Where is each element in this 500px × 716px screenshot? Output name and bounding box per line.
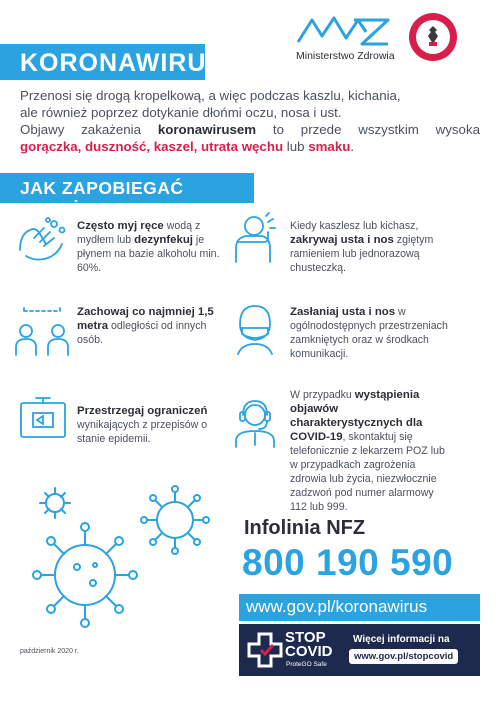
stop-covid-banner[interactable]	[239, 624, 480, 676]
website-link[interactable]: www.gov.pl/koronawirus	[246, 597, 428, 616]
intro-line-3: Objawy zakażenia koronawirusem to przede wszystkim wysoka	[20, 122, 480, 137]
ministry-name: Ministerstwo Zdrowia	[296, 50, 395, 62]
stop-covid-logo-icon	[247, 632, 283, 668]
distance-people-icon	[14, 305, 70, 357]
stopcovid-url[interactable]: www.gov.pl/stopcovid	[349, 649, 458, 664]
page-title: KORONAWIRUS	[20, 49, 225, 77]
stop-label: STOP	[285, 629, 326, 646]
virus-illustration	[15, 475, 235, 635]
cough-elbow-icon	[228, 212, 276, 264]
virus-small-icon	[141, 486, 209, 554]
virus-tiny-icon	[40, 488, 70, 518]
symptoms-list: gorączka, duszność, kaszel, utrata węchu	[20, 139, 284, 154]
intro-text	[20, 87, 480, 155]
virus-large-icon	[33, 523, 137, 627]
regulations-board-icon	[18, 395, 68, 441]
sanitary-inspection-seal	[408, 12, 458, 62]
ministry-logo-mark	[296, 14, 392, 46]
website-bar[interactable]	[239, 594, 480, 621]
intro-line-1: Przenosi się drogą kropelkową, a więc podczas kaszlu, kichania,	[20, 88, 401, 103]
wash-hands-icon	[14, 216, 70, 266]
covid-label: COVID	[285, 643, 333, 660]
tip-distance: Zachowaj co najmniej 1,5 metra odległości od innych osób.	[77, 306, 214, 346]
face-mask-icon	[230, 304, 280, 356]
section-title-bar	[0, 173, 254, 219]
protego-label: ProteGO Safe	[286, 661, 327, 668]
ministry-logo	[296, 14, 395, 66]
call-doctor-icon	[230, 397, 280, 449]
keyword-koronawirus: koronawirusem	[157, 122, 257, 137]
more-info-label: Więcej informacji na	[353, 634, 450, 645]
publication-date: październik 2020 r.	[20, 648, 79, 655]
tip-cough: Kiedy kaszlesz lub kichasz, zakrywaj usta i nos zgiętym ramieniem lub jednorazową chusteczką.	[290, 220, 434, 274]
symptom-smell: smaku	[308, 139, 351, 154]
hotline-number[interactable]: 800 190 590	[242, 542, 454, 583]
title-bar	[0, 44, 225, 80]
tip-mask: Zasłaniaj usta i nos w ogólnodostępnych przestrzeniach zamkniętych oraz w środkach komunikacji.	[290, 306, 448, 360]
intro-line-4: gorączka, duszność, kaszel, utrata węchu lub smaku.	[20, 139, 355, 154]
tip-symptoms: W przypadku wystąpienia objawów charakterystycznych dla COVID-19, skontaktuj się telefonicznie z lekarzem POZ lub w przypadkach zagrożenia zdrowia lub życia, niezwłocznie zadzwoń pod numer alarmowy 112 lub 999.	[290, 389, 445, 513]
hotline-label: Infolinia NFZ	[244, 517, 366, 539]
intro-line-2: ale również poprzez dotykanie dłońmi oczu, nosa i ust.	[20, 105, 342, 120]
tip-rules: Przestrzegaj ograniczeń wynikających z przepisów o stanie epidemii.	[77, 405, 208, 445]
section-title: JAK ZAPOBIEGAĆ ZAKAŻENIU?	[20, 178, 184, 219]
tip-wash-hands: Często myj ręce wodą z mydłem lub dezynfekuj je płynem na bazie alkoholu min. 60%.	[77, 220, 220, 274]
